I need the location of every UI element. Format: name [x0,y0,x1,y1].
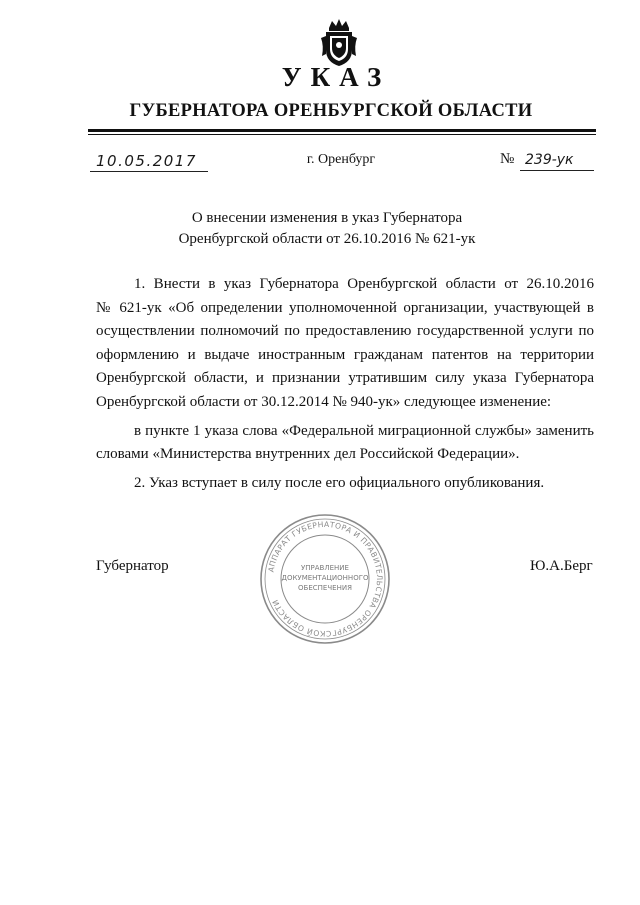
body-line: осуществлении полномочий по предоставлению государственной услуги по [96,323,594,340]
subject-line: О внесении изменения в указ Губернатора [191,210,463,226]
header-divider-thick [88,129,596,132]
body-line: 1. Внести в указ Губернатора Оренбургской области от 26.10.2016 [134,276,594,292]
document-place: г. Оренбург [306,152,376,167]
body-line: в пункте 1 указа слова «Федеральной миграционной службы» заменить [134,422,594,439]
document-number: 239-ук [520,149,594,171]
svg-text:АППАРАТ ГУБЕРНАТОРА И ПРАВИТЕЛ: АППАРАТ ГУБЕРНАТОРА И ПРАВИТЕЛЬСТВА ОРЕНБУРГСКОЙ ОБЛАСТИ [266,519,385,639]
coat-of-arms-icon [318,18,360,68]
subject-line: Оренбургской области от 26.10.2016 № 621-ук [178,231,476,247]
document-number-label: № [500,151,515,167]
official-stamp [258,512,392,646]
body-line: 2. Указ вступает в силу после его официального опубликования. [134,474,545,491]
signatory-name: Ю.А.Берг [530,558,593,574]
document-issuer: ГУБЕРНАТОРА ОРЕНБУРГСКОЙ ОБЛАСТИ [129,101,533,121]
svg-text:ОБЕСПЕЧЕНИЯ: ОБЕСПЕЧЕНИЯ [298,584,352,592]
document-subject [0,208,640,250]
signatory-role: Губернатор [96,558,169,574]
body-line: Оренбургской области, и признании утратившим силу указа Губернатора [96,370,594,387]
body-line: словами «Министерства внутренних дел Российской Федерации». [96,446,520,463]
body-line: Оренбургской области от 30.12.2014 № 940-ук» следующее изменение: [96,393,552,410]
document-date: 10.05.2017 [90,150,208,172]
document-kind-title: УКАЗ [281,62,391,92]
body-line: № 621-ук «Об определении уполномоченной организации, участвующей в [96,299,594,316]
body-line: оформлению и выдаче иностранным гражданам патентов на территории [96,346,594,363]
document-body [96,273,594,495]
header-divider-thin [88,134,596,135]
svg-text:УПРАВЛЕНИЕ: УПРАВЛЕНИЕ [301,564,349,572]
svg-text:ДОКУМЕНТАЦИОННОГО: ДОКУМЕНТАЦИОННОГО [281,574,369,582]
